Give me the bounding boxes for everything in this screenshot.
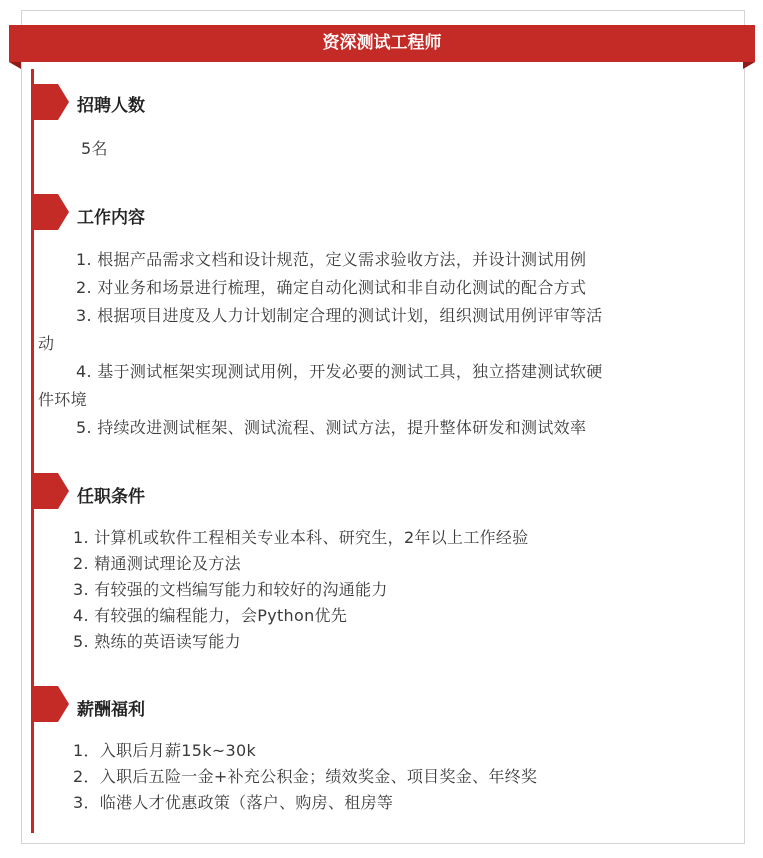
requirement-item: 4. 有较强的编程能力，会Python优先 [73, 606, 348, 625]
headcount-value: 5名 [81, 139, 108, 158]
section-heading-headcount: 招聘人数 [77, 96, 145, 116]
duty-item: 4. 基于测试框架实现测试用例，开发必要的测试工具，独立搭建测试软硬 [76, 362, 603, 381]
requirement-item: 2. 精通测试理论及方法 [73, 554, 241, 573]
section-marker-icon [34, 686, 58, 722]
job-title-banner: 资深测试工程师 [9, 25, 755, 62]
section-heading-benefits: 薪酬福利 [77, 700, 145, 720]
section-marker-icon [34, 194, 58, 230]
banner-fold-left [9, 62, 21, 69]
duty-item-continuation: 动 [38, 334, 55, 353]
section-heading-duties: 工作内容 [77, 208, 145, 228]
duty-item: 2. 对业务和场景进行梳理，确定自动化测试和非自动化测试的配合方式 [76, 278, 587, 297]
duty-item-continuation: 件环境 [38, 390, 87, 409]
section-heading-requirements: 任职条件 [77, 487, 145, 507]
requirement-item: 5. 熟练的英语读写能力 [73, 632, 241, 651]
section-marker-icon [34, 473, 58, 509]
requirement-item: 3. 有较强的文档编写能力和较好的沟通能力 [73, 580, 388, 599]
banner-fold-right [743, 62, 755, 69]
benefit-item: 3．临港人才优惠政策（落户、购房、租房等 [73, 793, 394, 812]
duty-item: 1. 根据产品需求文档和设计规范，定义需求验收方法，并设计测试用例 [76, 250, 587, 269]
requirement-item: 1. 计算机或软件工程相关专业本科、研究生，2年以上工作经验 [73, 528, 529, 547]
benefit-item: 2．入职后五险一金+补充公积金；绩效奖金、项目奖金、年终奖 [73, 767, 538, 786]
benefit-item: 1．入职后月薪15k~30k [73, 741, 257, 760]
section-marker-icon [34, 84, 58, 120]
duty-item: 3. 根据项目进度及人力计划制定合理的测试计划，组织测试用例评审等活 [76, 306, 603, 325]
duty-item: 5. 持续改进测试框架、测试流程、测试方法，提升整体研发和测试效率 [76, 418, 587, 437]
